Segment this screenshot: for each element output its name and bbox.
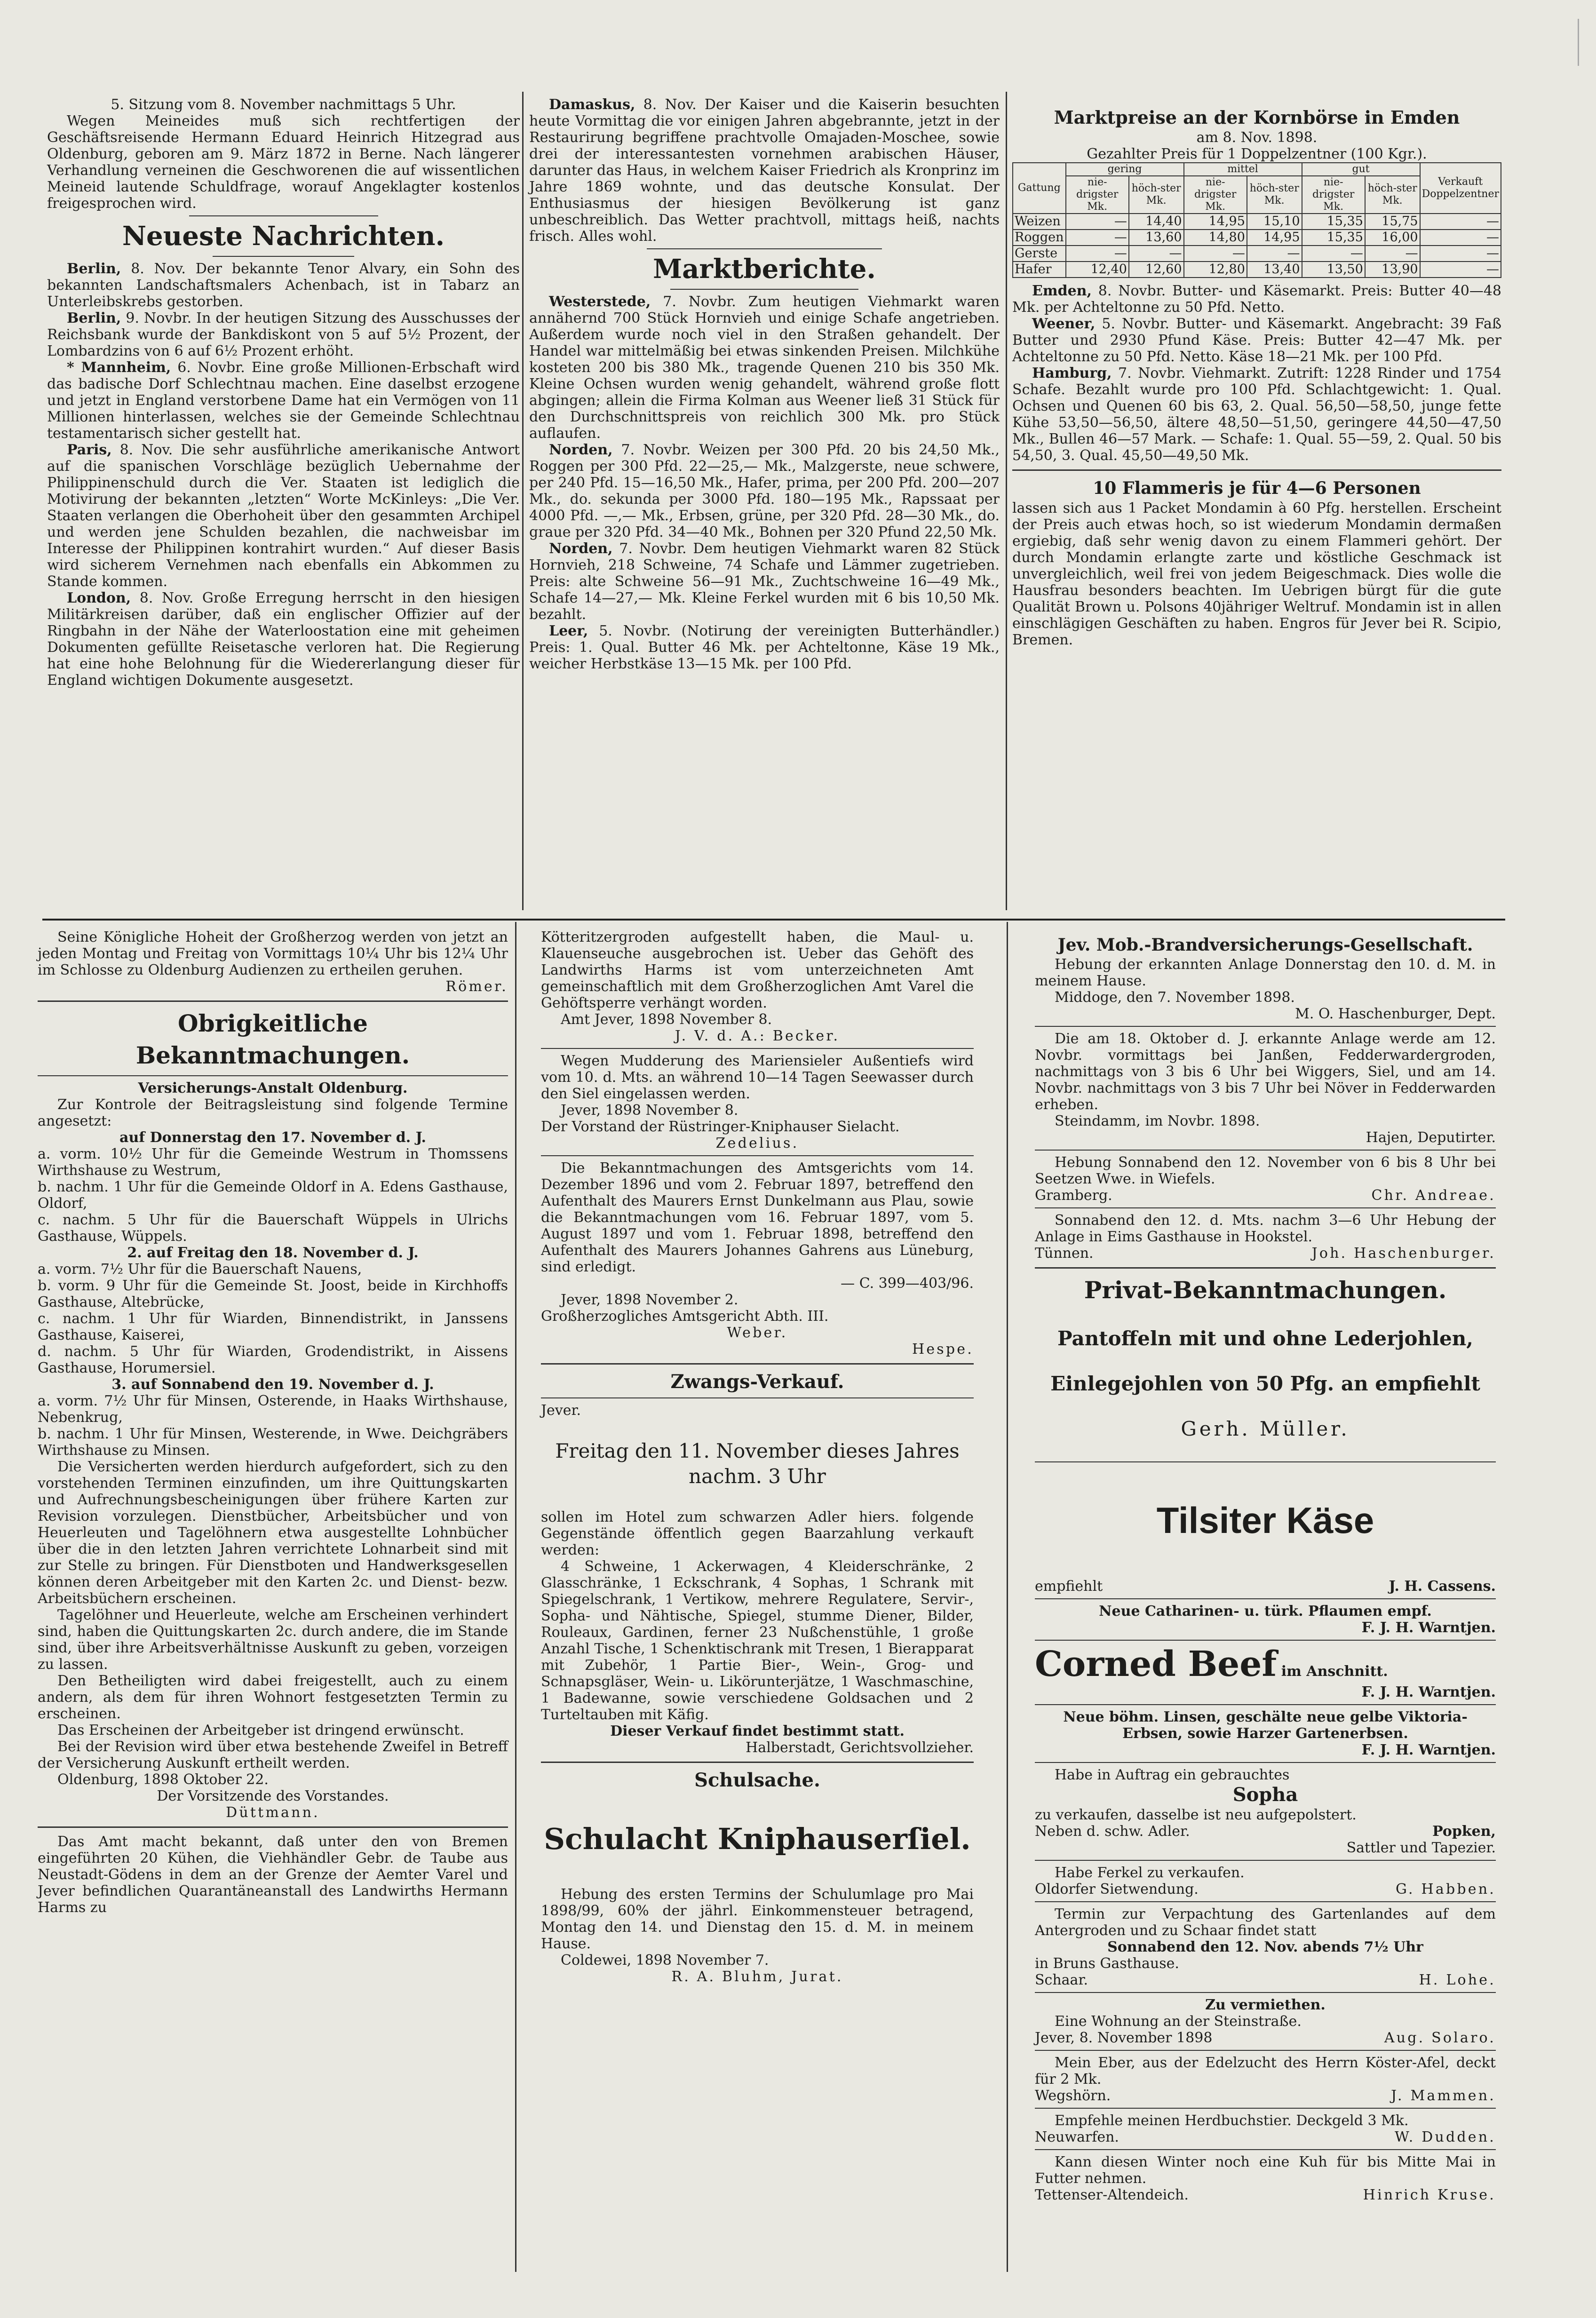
- ad-text: Kann diesen Winter noch eine Kuh für bis Mitte Mai in Futter nehmen.: [1035, 2154, 1496, 2187]
- divider: [541, 1155, 974, 1156]
- table-header: Verkauft Doppelzentner: [1420, 163, 1501, 214]
- schulacht-text: Hebung des ersten Termins der Schulumlage pro Mai 1898/99, 60% der jährl. Einkommensteuer betragend, Montag den 14. und Dienstag den 15. d. M. in meinem Hause.: [541, 1886, 974, 1952]
- divider: [1012, 469, 1501, 471]
- signature: Römer.: [445, 978, 508, 995]
- market-report: Norden, 7. Novbr. Weizen per 300 Pfd. 20 bis 24,50 Mk., Roggen per 300 Pfd. 22—25,— Mk., Malzgerste, neue schwere, per 240 Pfd. 15—16,50 Mk., Hafer, prima, per 200 Pfd. 200—207 Mk., do. sekunda per 3000 Pfd. 180—195 Mk., Rapssaat per 4000 Pfd. —,— Mk., Erbsen, grüne, per 320 Pfd. 28—30 Mk., do. graue per 320 Pfd. 34—40 Mk., Bohnen per 320 Pfund 22,50 Mk.: [529, 442, 1000, 540]
- pantoffeln-ad: Pantoffeln mit und ohne Lederjohlen,: [1057, 1327, 1473, 1350]
- place-signature-line: Neuwarfen. W. Dudden.: [1035, 2129, 1496, 2145]
- date-line: Coldewei, 1898 November 7.: [561, 1952, 769, 1969]
- place-signature-line: Jever, 8. November 1898 Aug. Solaro.: [1035, 2030, 1496, 2046]
- neueste-heading: Neueste Nachrichten.: [122, 221, 445, 252]
- tilsiter-title: Tilsiter Käse: [1156, 1500, 1374, 1541]
- signature: Halberstadt, Gerichtsvollzieher.: [746, 1739, 974, 1756]
- ad-text: Termin zur Verpachtung des Gartenlandes auf dem Antergroden und zu Schaar findet statt: [1035, 1906, 1496, 1939]
- upper-column-1: [47, 96, 520, 689]
- signature: Düttmann.: [226, 1804, 320, 1821]
- signature: Sattler und Tapezier.: [1346, 1840, 1496, 1856]
- termin-item: d. nachm. 5 Uhr für Wiarden, Grodendistrikt, in Aissens Gasthause, Horumersiel.: [38, 1343, 508, 1376]
- page-edge-mark: [1578, 19, 1588, 66]
- market-report: Norden, 7. Novbr. Dem heutigen Viehmarkt waren 82 Stück Hornvieh, 218 Schweine, 74 Schafe und Lämmer zugetrieben. Preis: alte Schweine 56—91 Mk., Zuchtschweine 16—49 Mk., Schafe 14—27,— Mk. Kleine Ferkel wurden mit 6 bis 10,50 Mk. bezahlt.: [529, 540, 1000, 623]
- place-signature-line: Neben d. schw. Adler. Popken,: [1035, 1823, 1496, 1840]
- date-line: Middoge, den 7. November 1898.: [1055, 989, 1295, 1006]
- termin-heading: 2. auf Freitag den 18. November d. J.: [127, 1245, 419, 1261]
- date-line: Oldenburg, 1898 Oktober 22.: [57, 1771, 269, 1788]
- zwangsverkauf-heading: Zwangs-Verkauf.: [670, 1371, 844, 1393]
- column-rule: [515, 922, 516, 2272]
- signature: Gerh. Müller.: [1181, 1417, 1350, 1440]
- news-place: * Mannheim,: [67, 359, 171, 376]
- ad-text: Neue böhm. Linsen, geschälte neue gelbe Viktoria-Erbsen, sowie Harzer Gartenerbsen.: [1063, 1709, 1468, 1742]
- grossherzog-notice: Seine Königliche Hoheit der Großherzog werden von jetzt an jeden Montag und Freitag von Vormittags 10¼ Uhr bis 12¼ Uhr im Schlosse zu Oldenburg Audienzen zu ertheilen geruhen.: [38, 929, 508, 978]
- signature: F. J. H. Warntjen.: [1361, 1684, 1496, 1700]
- column-rule: [1007, 922, 1008, 2272]
- place-line: Jever.: [541, 1402, 581, 1419]
- place-signature-line: Schaar. H. Lohe.: [1035, 1972, 1496, 1988]
- versicherung-heading: Versicherungs-Anstalt Oldenburg.: [138, 1080, 408, 1096]
- signature: Hespe.: [912, 1341, 974, 1357]
- table-subheader: nie-drigster Mk.: [1302, 176, 1365, 214]
- divider: [541, 1048, 974, 1049]
- upper-column-3: [1012, 106, 1501, 648]
- versicherung-intro: Zur Kontrole der Beitragsleistung sind folgende Termine angesetzt:: [38, 1096, 508, 1129]
- signature: Der Vorsitzende des Vorstandes.: [157, 1788, 389, 1804]
- upper-column-2: [529, 96, 1000, 672]
- ad-text: zu verkaufen, dasselbe ist neu aufgepolstert.: [1035, 1807, 1357, 1823]
- price-table: [1012, 162, 1501, 278]
- divider: [1035, 2149, 1496, 2150]
- termin-item: b. vorm. 9 Uhr für die Gemeinde St. Joost, beide in Kirchhoffs Gasthause, Altebrücke,: [38, 1278, 508, 1310]
- place-signature-line: empfiehlt J. H. Cassens.: [1035, 1578, 1496, 1595]
- divider: [541, 1363, 974, 1365]
- divider: [1035, 1762, 1496, 1763]
- versicherung-body: Die Versicherten werden hierdurch aufgefordert, sich zu den vorstehenden Terminen einzufinden, um ihre Quittungskarten und Aufrechnungsbescheinigungen über frühere Karten zur Revision vorzulegen. Dienstbücher, Arbeitsbücher und von Heuerleuten und Tagelöhnern etwa ausgestellte Lohnbücher über die in den letzten Jahren verrichtete Lohnarbeit sind mit zur Stelle zu bringen. Für Dienstboten und Handwerksgesellen können deren Arbeitgeber mit den Karten 2c. und Dienst- bezw. Arbeitsbüchern erscheinen.: [38, 1459, 508, 1607]
- news-item: Berlin, 8. Nov. Der bekannte Tenor Alvary, ein Sohn des bekannten Landschaftsmalers Achenbach, ist in Tabarz an Unterleibskrebs gestorben.: [47, 261, 520, 310]
- ad-text: Eine Wohnung an der Steinstraße.: [1055, 2013, 1302, 2030]
- divider: [1035, 1640, 1496, 1641]
- signature: Zedelius.: [715, 1135, 799, 1151]
- termin-heading: auf Donnerstag den 17. November d. J.: [119, 1129, 426, 1146]
- termin-item: b. nachm. 1 Uhr für die Gemeinde Oldorf in A. Edens Gasthause, Oldorf,: [38, 1179, 508, 1212]
- table-header: gut: [1302, 163, 1420, 176]
- news-item: Paris, 8. Nov. Die sehr ausführliche amerikanische Antwort auf die spanischen Vorschläge bezüglich Uebernahme der Philippinenschuld durch die Ver. Staaten ist lediglich die Motivirung der bekannten „letzten“ Worte McKinleys: „Die Ver. Staaten verlangen die Oberhoheit über den gesammten Archipel und werden jene Schulden bezahlen, die nachweisbar im Interesse der Philippinen kontrahirt wurden.“ Auf dieser Basis wird sicherem Vernehmen nach ebenfalls ein Abkommen zu Stande kommen.: [47, 442, 520, 590]
- zwangsverkauf-note: Dieser Verkauf findet bestimmt statt.: [610, 1723, 905, 1739]
- obrigkeitliche-heading: Obrigkeitliche Bekanntmachungen.: [135, 1009, 410, 1069]
- divider: [541, 1762, 974, 1763]
- news-item: Berlin, 9. Novbr. In der heutigen Sitzung des Ausschusses der Reichsbank wurde der Bankdiskont von 5 auf 5½ Prozent, der Lombardzins von 6 auf 6½ Prozent erhöht.: [47, 310, 520, 359]
- termin-item: a. vorm. 7½ Uhr für die Bauerschaft Nauens,: [38, 1261, 362, 1278]
- divider: [1035, 1207, 1496, 1208]
- divider: [1035, 1598, 1496, 1599]
- kornboerse-date: am 8. Nov. 1898.: [1196, 129, 1318, 146]
- place-signature-line: Oldorfer Sietwendung. G. Habben.: [1035, 1881, 1496, 1897]
- divider: [670, 289, 858, 290]
- divider: [1035, 2050, 1496, 2051]
- zwangsverkauf-date: Freitag den 11. November dieses Jahres nachm. 3 Uhr: [555, 1439, 960, 1488]
- date-line: Amt Jever, 1898 November 8.: [561, 1011, 772, 1028]
- place-signature-line: Tettenser-Altendeich. Hinrich Kruse.: [1035, 2187, 1496, 2203]
- notice-text: Hebung der erkannten Anlage Donnerstag den 10. d. M. in meinem Hause.: [1035, 956, 1496, 989]
- versicherung-body: Tagelöhner und Heuerleute, welche am Erscheinen verhindert sind, haben die Quittungskarten 2c. durch andere, die im Stande sind, über ihre Arbeitsverhältnisse Auskunft zu geben, vorzeigen zu lassen.: [38, 1607, 508, 1673]
- signature: Großherzogliches Amtsgericht Abth. III.: [541, 1308, 829, 1325]
- divider: [38, 1075, 508, 1076]
- divider: [1035, 1992, 1496, 1993]
- ad-text: Habe Ferkel zu verkaufen.: [1055, 1865, 1245, 1881]
- termin-item: a. vorm. 7½ Uhr für Minsen, Osterende, in Haaks Wirthshause, Nebenkrug,: [38, 1393, 508, 1426]
- market-report: Emden, 8. Novbr. Butter- und Käsemarkt. Preis: Butter 40—48 Mk. per Achteltonne zu 50 Pfd. Netto.: [1012, 283, 1501, 316]
- notice-text: Hebung Sonnabend den 12. November von 6 bis 8 Uhr bei Seetzen Wwe. in Wiefels.: [1035, 1154, 1496, 1187]
- divider: [1035, 2108, 1496, 2109]
- amt-notice-continued: Kötteritzergroden aufgestellt haben, die Maul- u. Klauenseuche ausgebrochen ist. Ueber das Gehöft des Landwirths Harms ist vom unterzeichneten Amt gemeinschaftlich mit dem Großherzoglichen Amt Varel die Gehöftsperre verhängt worden.: [541, 929, 974, 1011]
- pantoffeln-ad: Einlegejohlen von 50 Pfg. an empfiehlt: [1050, 1372, 1480, 1395]
- divider: [1035, 1901, 1496, 1902]
- versicherung-body: Bei der Revision wird über etwa bestehende Zweifel in Betreff der Versicherung Auskunft ertheilt werden.: [38, 1738, 508, 1771]
- privat-heading: Privat-Bekanntmachungen.: [1084, 1276, 1447, 1304]
- table-header: mittel: [1184, 163, 1302, 176]
- marktberichte-heading: Marktberichte.: [653, 254, 876, 285]
- sopha-title: Sopha: [1232, 1784, 1298, 1806]
- ad-date: Sonnabend den 12. Nov. abends 7½ Uhr: [1107, 1939, 1423, 1955]
- session-line: 5. Sitzung vom 8. November nachmittags 5 Uhr.: [111, 96, 456, 113]
- date-line: Jever, 1898 November 8.: [561, 1102, 738, 1119]
- ad-heading: Zu vermiethen.: [1205, 1997, 1326, 2013]
- termin-item: c. nachm. 1 Uhr für Wiarden, Binnendistrikt, in Janssens Gasthause, Kaiserei,: [38, 1310, 508, 1343]
- signature: Hajen, Deputirter.: [1366, 1129, 1496, 1146]
- notice-text: Sonnabend den 12. d. Mts. nachm 3—6 Uhr Hebung der Anlage in Eims Gasthause in Hookstel.: [1035, 1212, 1496, 1245]
- table-subheader: höch-ster Mk.: [1129, 176, 1184, 214]
- versicherung-body: Das Erscheinen der Arbeitgeber ist dringend erwünscht.: [57, 1722, 464, 1738]
- flammeri-heading: 10 Flammeris je für 4—6 Personen: [1093, 478, 1421, 498]
- news-item: Damaskus, 8. Nov. Der Kaiser und die Kaiserin besuchten heute Vormittag die vor einigen Jahren abgebrannte, jetzt in der Restaurirung begriffene prachtvolle Omajaden-Moschee, sowie drei der interessantesten vornehmen arabischen Häuser, darunter das Haus, in welchem Kaiser Friedrich als Kronprinz im Jahre 1869 wohnte, und das deutsche Konsulat. Der Enthusiasmus der hiesigen Bevölkerung ist ganz unbeschreiblich. Das Wetter prachtvoll, mittags heiß, nachts frisch. Alles wohl.: [529, 96, 1000, 245]
- table-subheader: nie-drigster Mk.: [1184, 176, 1247, 214]
- ad-text: in Bruns Gasthause.: [1035, 1955, 1179, 1972]
- news-place: Paris,: [67, 442, 112, 458]
- news-place: Berlin,: [67, 261, 121, 277]
- signature: Weber.: [727, 1325, 788, 1341]
- table-header: Gattung: [1013, 163, 1066, 214]
- divider: [38, 1826, 508, 1828]
- date-line: Steindamm, im Novbr. 1898.: [1055, 1113, 1260, 1129]
- termin-item: c. nachm. 5 Uhr für die Bauerschaft Wüppels in Ulrichs Gasthause, Wüppels.: [38, 1212, 508, 1245]
- news-place: Berlin,: [67, 310, 121, 326]
- session-text: Wegen Meineides muß sich rechtfertigen der Geschäftsreisende Hermann Eduard Heinrich Hitzegrad aus Oldenburg, geboren am 9. März 1872 in Berne. Nach längerer Verhandlung verneinen die Geschworenen die auf wissentlichen Meineid lautende Schuldfrage, worauf Angeklagter kostenlos freigesprochen wird.: [47, 113, 520, 212]
- reference: — C. 399—403/96.: [841, 1275, 974, 1292]
- divider: [1035, 1860, 1496, 1861]
- signature: F. J. H. Warntjen.: [1361, 1619, 1496, 1636]
- signature: R. A. Bluhm, Jurat.: [671, 1969, 843, 1985]
- signature: M. O. Haschenburger, Dept.: [1295, 1006, 1496, 1022]
- termin-heading: 3. auf Sonnabend den 19. November d. J.: [111, 1376, 434, 1393]
- ad-text: Mein Eber, aus der Edelzucht des Herrn Köster-Afel, deckt für 2 Mk.: [1035, 2055, 1496, 2088]
- signature: J. V. d. A.: Becker.: [675, 1028, 840, 1044]
- column-rule: [522, 92, 524, 910]
- divider: [1035, 1704, 1496, 1705]
- divider: [38, 1000, 508, 1002]
- kornboerse-title: Marktpreise an der Kornbörse in Emden: [1054, 107, 1460, 128]
- divider: [1035, 1026, 1496, 1027]
- amt-notice: Das Amt macht bekannt, daß unter den von Bremen eingeführten 20 Kühen, die Viehhändler Gebr. de Taube aus Neustadt-Gödens in dem an der Grenze der Aemter Varel und Jever befindlichen Quarantäneanstall des Landwirths Hermann Harms zu: [38, 1834, 508, 1916]
- place-signature-line: Tünnen. Joh. Haschenburger.: [1035, 1245, 1496, 1262]
- divider: [213, 256, 355, 257]
- termin-item: b. nachm. 1 Uhr für Minsen, Westerende, in Wwe. Deichgräbers Wirthshause zu Minsen.: [38, 1426, 508, 1459]
- ad-text: Neue Catharinen- u. türk. Pflaumen empf.: [1099, 1603, 1432, 1619]
- zwangsverkauf-text: sollen im Hotel zum schwarzen Adler hiers. folgende Gegenstände öffentlich gegen Baarzahlung verkauft werden:: [541, 1509, 974, 1558]
- schulacht-title: Schulacht Kniphauserſiel.: [544, 1822, 971, 1856]
- signature: F. J. H. Warntjen.: [1361, 1742, 1496, 1758]
- table-subheader: nie-drigster Mk.: [1066, 176, 1129, 214]
- corned-beef-title: Corned Beef: [1035, 1644, 1277, 1684]
- schulsache-heading: Schulsache.: [694, 1769, 820, 1791]
- column-rule: [1006, 92, 1007, 910]
- table-row: Weizen — 14,40 14,95 15,10 15,35 15,75 —: [1013, 214, 1501, 230]
- signature: Der Vorstand der Rüstringer-Kniphauser Sielacht.: [541, 1119, 900, 1135]
- date-line: Jever, 1898 November 2.: [561, 1292, 738, 1308]
- divider: [647, 248, 882, 249]
- market-report: Westerstede, 7. Novbr. Zum heutigen Viehmarkt waren annähernd 700 Stück Hornvieh und einige Schafe angetrieben. Außerdem wurde noch viel in den Straßen gehandelt. Der Handel war mittelmäßig bei etwas sinkenden Preisen. Milchkühe kosteten 200 bis 380 Mk., tragende Quenen 210 bis 350 Mk. Kleine Ochsen wurden wenig gehandelt, während große flott abgingen; allein die Firma Kolman aus Weener ließ 31 Stück für den Durchschnittspreis von reichlich 300 Mk. pro Stück auflaufen.: [529, 294, 1000, 442]
- divider: [1035, 1150, 1496, 1151]
- corned-beef-ad: Corned Beef im Anschnitt.: [1035, 1644, 1388, 1684]
- kornboerse-subtitle: Gezahlter Preis für 1 Doppelzentner (100 Kgr.).: [1087, 146, 1427, 162]
- table-row: Gerste — — — — — — —: [1013, 246, 1501, 262]
- place-signature-line: Wegshörn. J. Mammen.: [1035, 2088, 1496, 2104]
- divider: [541, 1397, 974, 1398]
- lower-column-3: [1035, 934, 1496, 2203]
- news-place: London,: [67, 590, 131, 606]
- market-report: Leer, 5. Novbr. (Notirung der vereinigten Butterhändler.) Preis: 1. Qual. Butter 46 Mk. per Achteltonne, Käse 19 Mk., weicher Herbstkäse 13—15 Mk. per 100 Pfd.: [529, 623, 1000, 672]
- termin-item: a. vorm. 10½ Uhr für die Gemeinde Westrum in Thomssens Wirthshause zu Westrum,: [38, 1146, 508, 1179]
- market-report: Weener, 5. Novbr. Butter- und Käsemarkt. Angebracht: 39 Faß Butter und 2930 Pfund Käse. Preis: Butter 42—47 Mk. per Achteltonne zu 50 Pfd. Netto. Käse 18—21 Mk. per 100 Pfd.: [1012, 316, 1501, 365]
- table-row: Roggen — 13,60 14,80 14,95 15,35 16,00 —: [1013, 230, 1501, 246]
- lower-column-2: [541, 929, 974, 1985]
- news-item: * Mannheim, 6. Novbr. Eine große Millionen-Erbschaft wird das badische Dorf Schlechtnau machen. Eine daselbst erzogene und jetzt in England verstorbene Dame hat ein Vermögen von 11 Millionen hinterlassen, welches sie der Gemeinde Schlechtnau testamentarisch sicher gestellt hat.: [47, 359, 520, 442]
- divider: [1035, 1461, 1496, 1462]
- divider: [189, 215, 378, 216]
- table-header: gering: [1066, 163, 1184, 176]
- table-subheader: höch-ster Mk.: [1365, 176, 1420, 214]
- notice-text: Die am 18. Oktober d. J. erkannte Anlage werde am 12. Novbr. vormittags bei Janßen, Fedderwardergroden, nachmittags von 3 bis 6 Uhr bei Wiggers, Siel, und am 14. Novbr. nachmittags von 3 bis 7 Uhr bei Növer in Fedderwarden erheben.: [1035, 1031, 1496, 1113]
- table-subheader: höch-ster Mk.: [1247, 176, 1302, 214]
- place-signature-line: Gramberg. Chr. Andreae.: [1035, 1187, 1496, 1204]
- amtsgericht-notice: Die Bekanntmachungen des Amtsgerichts vom 14. Dezember 1896 und vom 2. Februar 1897, betreffend den Aufenthalt des Maurers Ernst Dunkelmann aus Plau, sowie die Bekanntmachungen vom 16. Februar 1897, vom 5. August 1897 und vom 1. Februar 1898, betreffend den Aufenthalt des Maurers Johannes Gahrens aus Lüneburg, sind erledigt.: [541, 1160, 974, 1275]
- ad-text: Habe in Auftrag ein gebrauchtes: [1055, 1767, 1290, 1783]
- lower-column-1: [38, 929, 508, 1916]
- zwangsverkauf-items: 4 Schweine, 1 Ackerwagen, 4 Kleiderschränke, 2 Glasschränke, 1 Eckschrank, 4 Sophas, 1 Schrank mit Spiegelschrank, 1 Vertikow, mehrere Regulatere, Servir-, Sopha- und Nähtische, Spiegel, stumme Diener, Bilder, Rouleaux, Gardinen, ferner 23 Nußchenstühle, 1 große Anzahl Tische, 1 Schenktischrank mit Tresen, 1 Bierapparat mit Zubehör, 1 Partie Bier-, Wein-, Grog- und Schnapsgläser, Wein- u. Likörunterjätze, 1 Waschmaschine, 1 Badewanne, sowie verschiedene Goldsachen und 2 Turteltauben mit Käfig.: [541, 1558, 974, 1723]
- ad-text: Empfehle meinen Herdbuchstier. Deckgeld 3 Mk.: [1055, 2112, 1409, 2129]
- mudderung-notice: Wegen Mudderung des Mariensieler Außentiefs wird vom 10. d. Mts. an während 10—14 Tagen Seewasser durch den Siel eingelassen werden.: [541, 1053, 974, 1102]
- table-row: Hafer 12,40 12,60 12,80 13,40 13,50 13,90 —: [1013, 262, 1501, 278]
- news-item: London, 8. Nov. Große Erregung herrscht in den hiesigen Militärkreisen darüber, daß ein englischer Offizier auf der Ringbahn in der Nähe der Waterloostation eine mit geheimen Dokumenten gefüllte Reisetasche verloren hat. Die Regierung hat eine hohe Belohnung für die Wiedererlangung dieser für England wichtigen Dokumente ausgesetzt.: [47, 590, 520, 689]
- flammeri-text: lassen sich aus 1 Packet Mondamin à 60 Pfg. herstellen. Erscheint der Preis auch etwas hoch, so ist wiederum Mondamin dermaßen ergiebig, daß sehr wenig davon zu einem Flammeri gehört. Der durch Mondamin erlangte zarte und köstliche Geschmack ist unvergleichlich, weil frei von jedem Beigeschmack. Dies wolle die Hausfrau besonders beachten. Im Uebrigen bürgt für die gute Qualität Brown u. Polsons 40jähriger Weltruf. Mondamin ist in allen einschlägigen Geschäften zu haben. Engros für Jever bei R. Scipio, Bremen.: [1012, 500, 1501, 648]
- brandversicherung-heading: Jev. Mob.-Brandversicherungs-Gesellschaft.: [1057, 935, 1473, 955]
- versicherung-body: Den Betheiligten wird dabei freigestellt, auch zu einem andern, als dem für ihren Wohnort festgesetzten Termin zu erscheinen.: [38, 1673, 508, 1722]
- section-rule: [42, 919, 1505, 921]
- divider: [1035, 1267, 1496, 1269]
- market-report: Hamburg, 7. Novbr. Viehmarkt. Zutrift: 1228 Rinder und 1754 Schafe. Bezahlt wurde pro 100 Pfd. Schlachtgewicht: 1. Qual. Ochsen und Quenen 60 bis 63, 2. Qual. 56,50—58,50, junge fette Kühe 53,50—56,50, ältere 48,50—51,50, geringere 44,50—47,50 Mk., Bullen 46—57 Mark. — Schafe: 1. Qual. 55—59, 2. Qual. 50 bis 54,50, 3. Qual. 45,50—49,50 Mk.: [1012, 365, 1501, 464]
